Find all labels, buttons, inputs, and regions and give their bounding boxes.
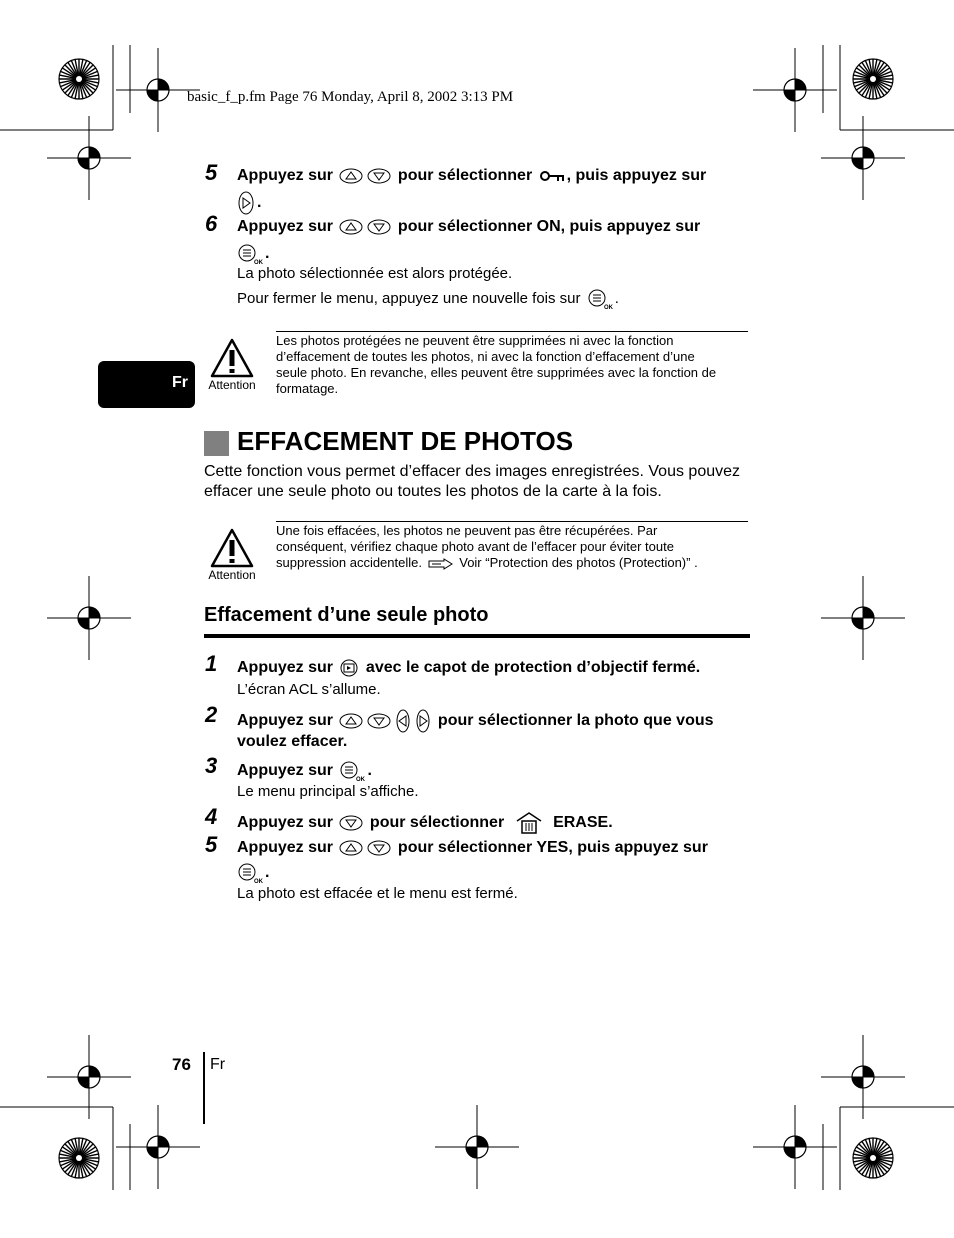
attention-note [276,333,756,397]
svg-text:OK: OK [254,879,263,884]
ok-menu-button-icon [339,760,365,782]
right-button-icon [237,191,255,215]
up-button-icon [339,218,363,236]
down-button-icon [367,218,391,236]
section-marker [204,431,229,456]
step-number: 1 [205,651,218,676]
trash-erase-icon [515,811,543,835]
note-rule [276,521,748,522]
section-intro [204,462,740,502]
step-text: Pour fermer le menu, appuyez une nouvelle fois sur [237,289,581,307]
step-text: Appuyez sur [237,167,334,185]
down-button-icon [339,814,363,832]
svg-text:OK: OK [603,305,613,310]
language-tab-label: Fr [172,374,188,391]
down-button-icon [367,167,391,185]
step-text: . [614,289,619,307]
note-line: conséquent, vérifiez chaque photo avant de l’effacer pour éviter toute [276,539,674,554]
step-instruction [237,658,700,678]
note-rule [276,331,748,332]
step-result: La photo sélectionnée est alors protégée. [237,265,513,282]
note-line: formatage. [276,381,339,396]
reference-hand-icon [428,557,454,571]
file-info-header: basic_f_p.fm Page 76 Monday, April 8, 2002 3:13 PM [187,89,514,105]
step-text: pour sélectionner YES, puis appuyez sur [397,839,708,857]
section-title: EFFACEMENT DE PHOTOS [237,426,574,456]
step-text: , puis appuyez sur [566,167,707,185]
language-tab [98,361,195,408]
step-text: pour sélectionner ON, puis appuyez sur [397,218,701,236]
intro-line: Cette fonction vous permet d’effacer des images enregistrées. Vous pouvez [204,463,741,480]
playback-button-icon [339,658,359,678]
svg-text:OK: OK [356,777,366,782]
key-protect-icon [539,169,565,183]
left-button-icon [395,709,411,733]
svg-text:OK: OK [254,260,263,265]
right-button-icon [415,709,431,733]
step-instruction [237,811,613,835]
attention-label: Attention [208,568,256,582]
note-text: suppression accidentelle. [276,555,422,570]
step-text: Appuyez sur [237,712,334,730]
step-text: Appuyez sur [237,218,334,236]
step-instruction-cont [237,191,261,215]
step-result: L’écran ACL s’allume. [237,681,381,698]
note-line: Une fois effacées, les photos ne peuvent pas être récupérées. Par [276,523,658,538]
note-line: Les photos protégées ne peuvent être supprimées ni avec la fonction [276,333,674,348]
step-text: Appuyez sur [237,762,334,780]
up-button-icon [339,712,363,730]
step-text: pour sélectionner la photo que vous [437,712,714,730]
step-text: pour sélectionner [369,814,505,832]
step-text: . [367,762,372,780]
step-result [237,288,619,310]
step-text: avec le capot de protection d’objectif fermé. [365,659,701,677]
step-text: pour sélectionner [397,167,533,185]
step-instruction-cont: voulez effacer. [237,733,348,750]
down-button-icon [367,712,391,730]
footer-lang: Fr [210,1056,226,1073]
step-instruction-cont [237,243,269,265]
step-text: Appuyez sur [237,839,334,857]
step-text: . [265,864,270,882]
up-button-icon [339,839,363,857]
step-instruction-cont [237,862,269,884]
footer-divider [203,1052,205,1124]
ok-menu-button-icon [237,862,263,884]
step-instruction [237,167,706,185]
note-line [276,555,756,571]
step-number: 5 [205,832,218,857]
step-text: Appuyez sur [237,814,334,832]
attention-warning-icon [210,337,254,379]
step-instruction [237,218,700,236]
step-text: . [257,194,262,212]
note-text: Voir “Protection des photos (Protection)” . [459,555,698,570]
step-number: 5 [205,160,218,185]
note-line: d’effacement de toutes les photos, ni avec la fonction d’effacement d’une [276,349,695,364]
attention-label: Attention [208,378,256,392]
note-line: seule photo. En revanche, elles peuvent être supprimées avec la fonction de [276,365,717,380]
up-button-icon [339,167,363,185]
step-instruction [237,709,714,733]
step-number: 4 [205,804,218,829]
step-instruction [237,760,372,782]
step-result: La photo est effacée et le menu est fermé. [237,885,518,902]
step-text: Appuyez sur [237,659,334,677]
step-number: 6 [205,211,218,236]
step-text: ERASE. [553,814,613,832]
ok-menu-button-icon [587,288,613,310]
intro-line: effacer une seule photo ou toutes les photos de la carte à la fois. [204,483,662,500]
ok-menu-button-icon [237,243,263,265]
step-number: 2 [205,702,218,727]
attention-note [276,523,756,571]
subsection-title: Effacement d’une seule photo [204,604,489,626]
step-result: Le menu principal s’affiche. [237,783,419,800]
step-number: 3 [205,753,218,778]
subsection-rule [204,634,750,638]
page-number: 76 [172,1055,191,1074]
attention-warning-icon [210,527,254,569]
step-text: . [265,245,270,263]
step-instruction [237,839,708,857]
down-button-icon [367,839,391,857]
